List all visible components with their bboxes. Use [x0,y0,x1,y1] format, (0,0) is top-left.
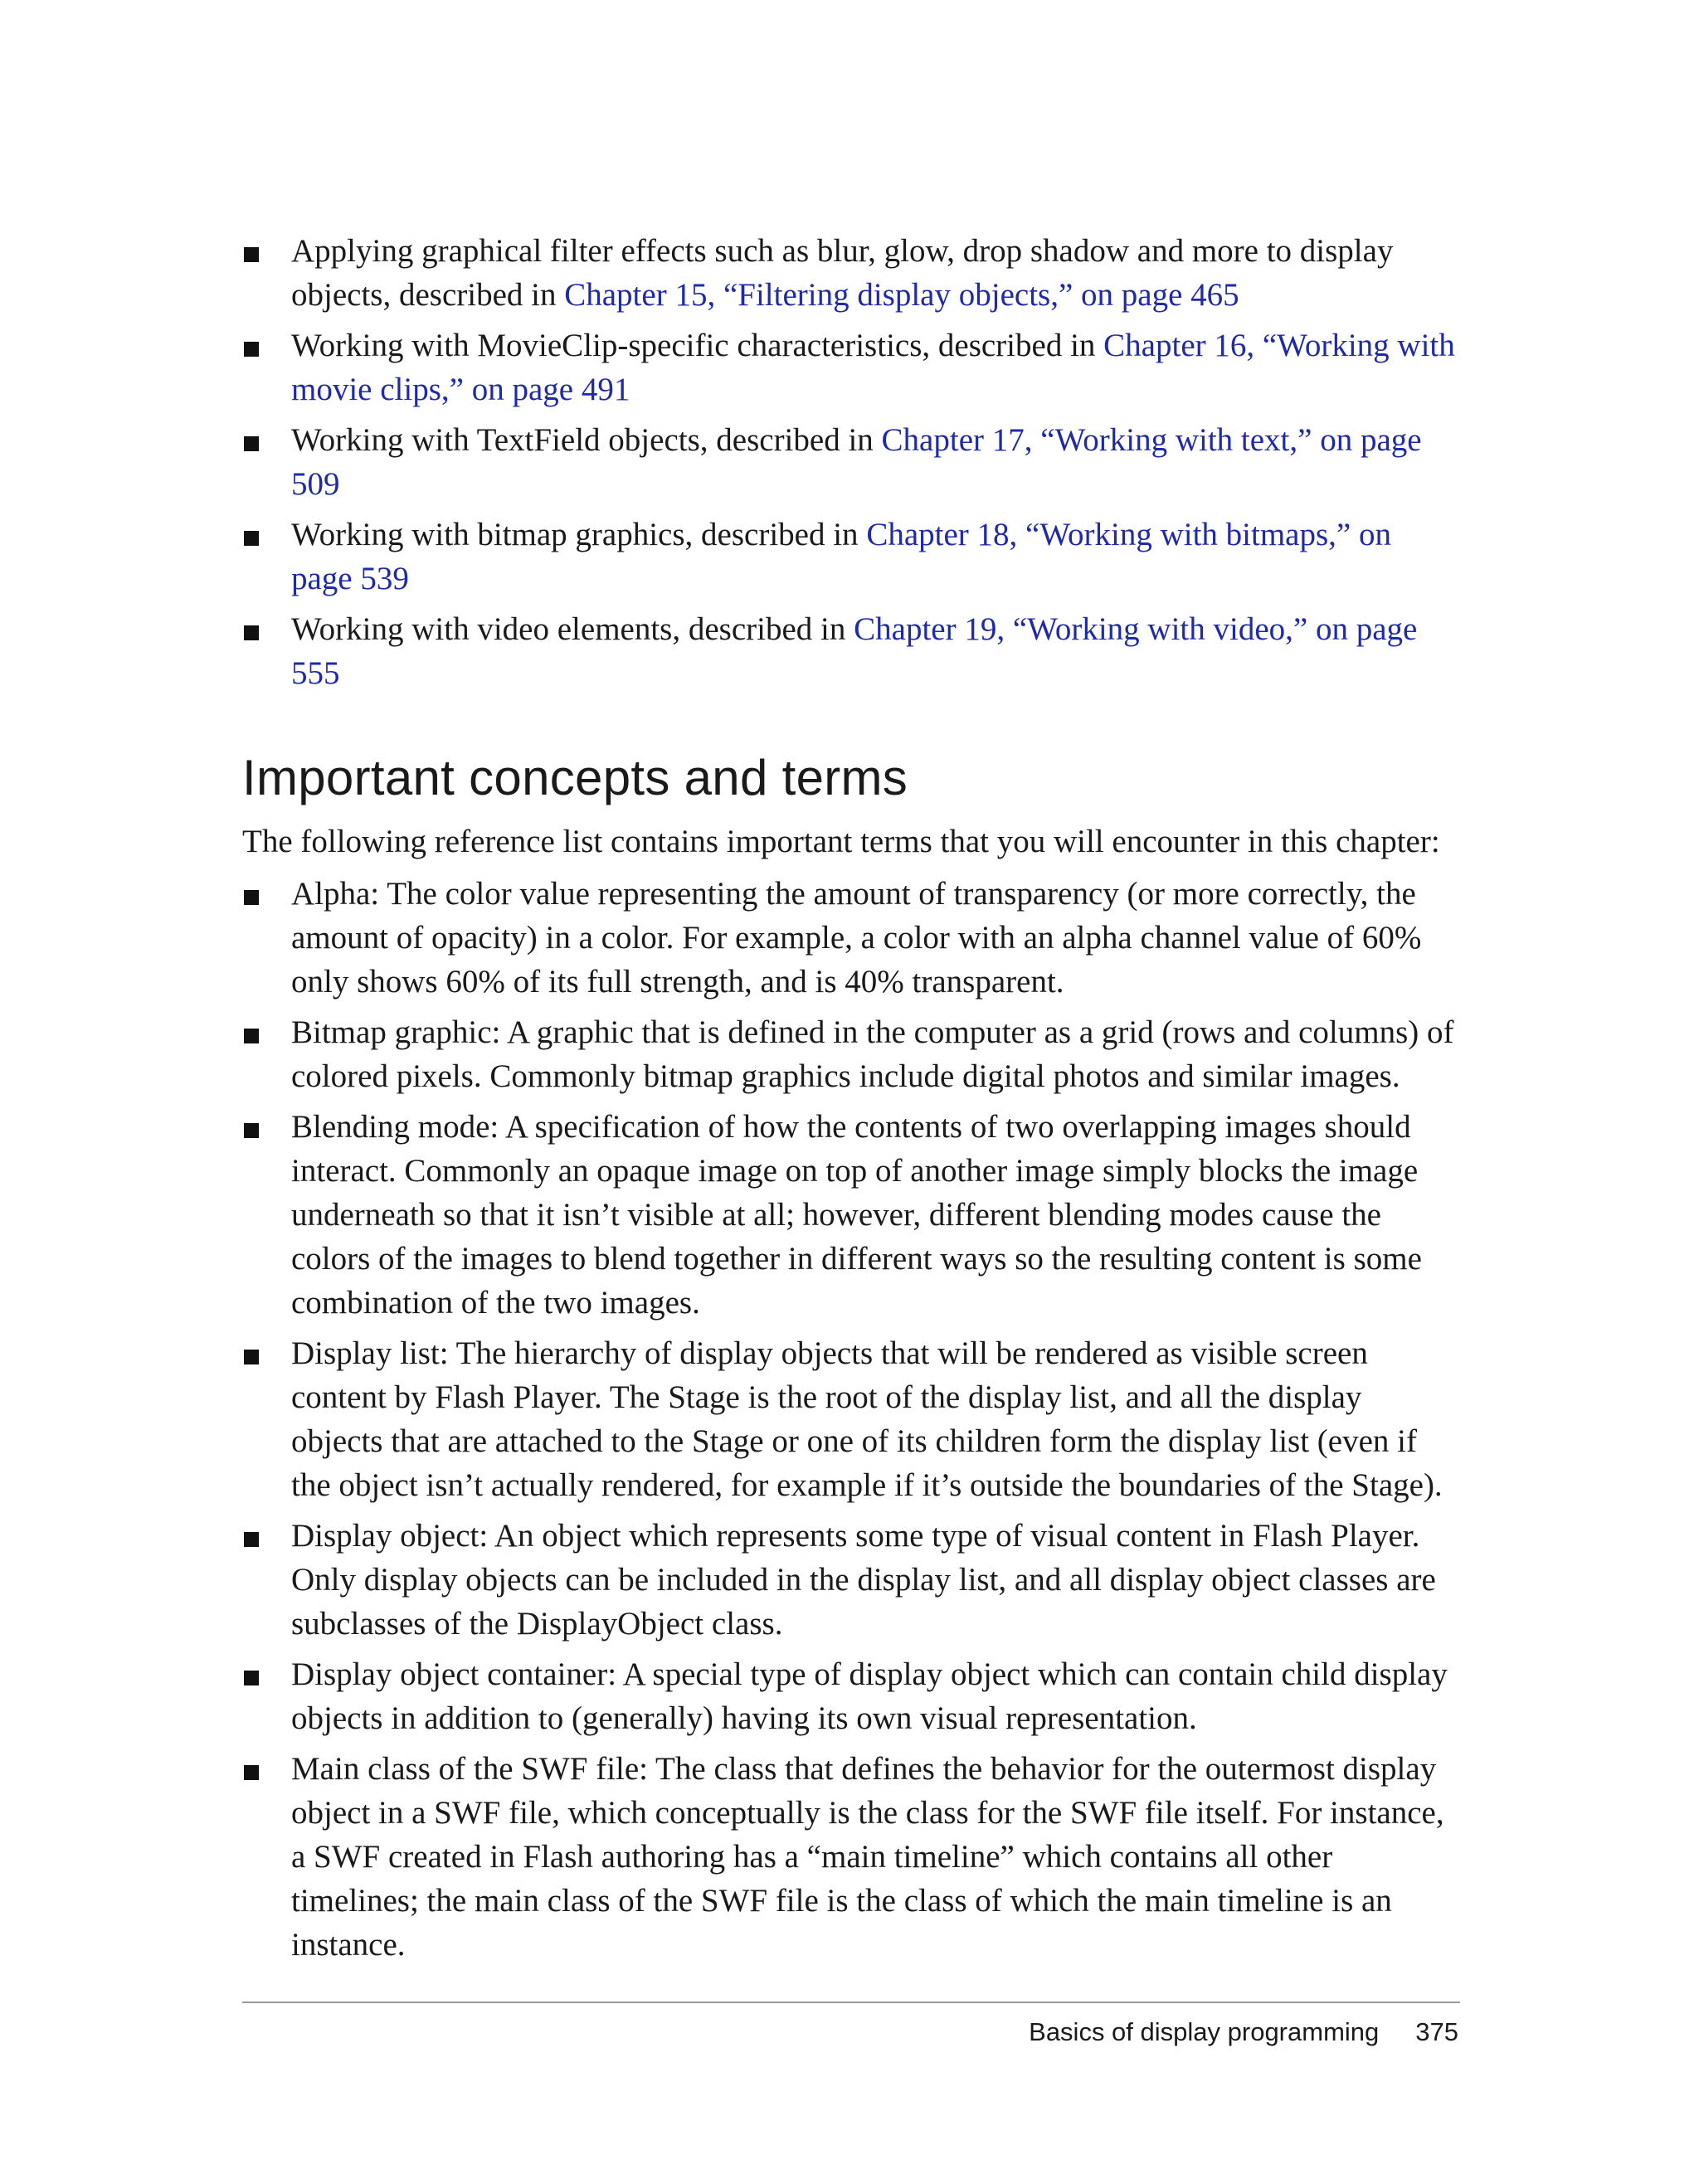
list-item-text: Working with TextField objects, described in [291,422,882,458]
page-content [242,229,1460,1973]
chapter-link[interactable]: Chapter 17, “Working with text,” on page 509 [291,422,1422,502]
term-item [242,1514,1460,1646]
square-bullet-icon [244,890,259,905]
chapter-reference-list [242,229,1460,695]
term-item [242,1331,1460,1507]
section-intro: The following reference list contains important terms that you will encounter in this chapter: [242,824,1440,859]
footer-divider [242,2002,1460,2003]
section-heading: Important concepts and terms [242,750,908,805]
square-bullet-icon [244,1350,259,1364]
list-item-text: Applying graphical filter effects such as blur, glow, drop shadow and more to display objects, described in [291,233,1394,313]
term-text: Display list: The hierarchy of display objects that will be rendered as visible screen content by Flash Player. The Stage is the root of the display list, and all the display objects that are attached to the Stage or one of its children form the display list (even if the object isn’t actually rendered, for example if it’s outside the boundaries of the Stage). [291,1335,1443,1503]
square-bullet-icon [244,1671,259,1685]
chapter-link[interactable]: Chapter 16, “Working with movie clips,” on page 491 [291,328,1455,407]
chapter-link[interactable]: Chapter 19, “Working with video,” on page 555 [291,611,1418,691]
term-item [242,1747,1460,1967]
square-bullet-icon [244,1765,259,1780]
square-bullet-icon [244,1123,259,1138]
list-item [242,323,1460,411]
list-item-text: Working with video elements, described in [291,611,854,647]
list-item [242,229,1460,317]
square-bullet-icon [244,1532,259,1547]
list-item-text: Working with bitmap graphics, described in [291,517,867,552]
square-bullet-icon [244,342,259,357]
square-bullet-icon [244,625,259,640]
list-item [242,607,1460,695]
terms-list [242,872,1460,1967]
list-item [242,418,1460,506]
square-bullet-icon [244,531,259,546]
term-item [242,872,1460,1004]
running-title: Basics of display programming [1029,2017,1380,2046]
square-bullet-icon [244,247,259,262]
term-item [242,1105,1460,1325]
term-text: Display object container: A special type of display object which can contain child display objects in addition to (generally) having its own visual representation. [291,1656,1448,1736]
chapter-link[interactable]: Chapter 18, “Working with bitmaps,” on page 539 [291,517,1391,596]
term-text: Alpha: The color value representing the amount of transparency (or more correctly, the amount of opacity) in a color. For example, a color with an alpha channel value of 60% only shows 60% of its full strength, and is 40% transparent. [291,876,1422,1000]
page-number: 375 [1415,2017,1458,2046]
chapter-link[interactable]: Chapter 15, “Filtering display objects,” on page 465 [564,277,1239,313]
term-text: Display object: An object which represents some type of visual content in Flash Player. Only display objects can be included in the display list, and all display object classes are subclasses of the DisplayObject class. [291,1518,1436,1642]
square-bullet-icon [244,436,259,451]
list-item-text: Working with MovieClip-specific characteristics, described in [291,328,1104,363]
term-item [242,1010,1460,1098]
term-item [242,1652,1460,1740]
term-text: Main class of the SWF file: The class that defines the behavior for the outermost display object in a SWF file, which conceptually is the class for the SWF file itself. For instance, a SWF created in Flash authoring has a “main timeline” which contains all other timelines; the main class of the SWF file is the class of which the main timeline is an instance. [291,1751,1444,1963]
term-text: Bitmap graphic: A graphic that is defined in the computer as a grid (rows and columns) of colored pixels. Commonly bitmap graphics include digital photos and similar images. [291,1014,1454,1094]
list-item [242,513,1460,601]
square-bullet-icon [244,1029,259,1043]
term-text: Blending mode: A specification of how the contents of two overlapping images should interact. Commonly an opaque image on top of another image simply blocks the image underneath so that it isn’t visible at all; however, different blending modes cause the colors of the images to blend together in different ways so the resulting content is some combination of the two images. [291,1109,1422,1321]
page-footer [1029,2017,1458,2047]
